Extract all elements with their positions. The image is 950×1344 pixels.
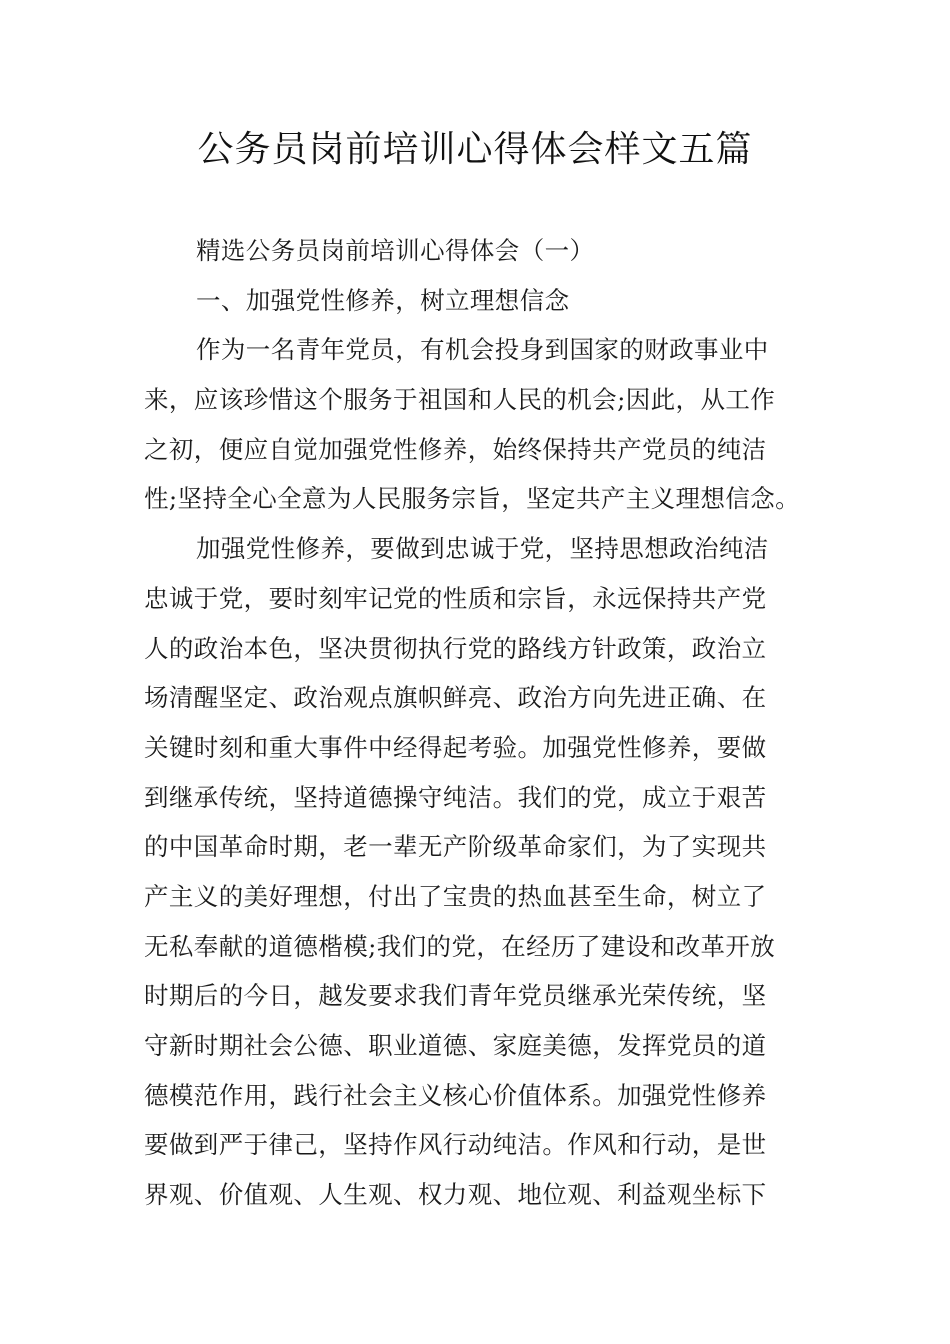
- paragraph-line: 忠诚于党，要时刻牢记党的性质和宗旨，永远保持共产党: [144, 583, 767, 613]
- paragraph-line: 到继承传统，坚持道德操守纯洁。我们的党，成立于艰苦: [144, 782, 767, 812]
- paragraph-line: 守新时期社会公德、职业道德、家庭美德，发挥党员的道: [144, 1031, 767, 1060]
- section-heading: 精选公务员岗前培训心得体会（一）: [196, 236, 595, 265]
- document-body: [144, 226, 806, 1220]
- paragraph-line: 关键时刻和重大事件中经得起考验。加强党性修养，要做: [144, 732, 767, 762]
- subsection-heading: 一、加强党性修养，树立理想信念: [196, 285, 570, 315]
- paragraph-line: 场清醒坚定、政治观点旗帜鲜亮、政治方向先进正确、在: [144, 683, 767, 713]
- paragraph-line: 的中国革命时期，老一辈无产阶级革命家们，为了实现共: [144, 832, 767, 862]
- paragraph-line: 来，应该珍惜这个服务于祖国和人民的机会;因此，从工作: [144, 385, 776, 415]
- paragraph-line: 作为一名青年党员，有机会投身到国家的财政事业中: [196, 335, 769, 365]
- paragraph-line: 性;坚持全心全意为人民服务宗旨，坚定共产主义理想信念。: [144, 484, 801, 514]
- document-title: 公务员岗前培训心得体会样文五篇: [197, 129, 753, 170]
- paragraph-line: 之初，便应自觉加强党性修养，始终保持共产党员的纯洁: [144, 434, 767, 464]
- paragraph-line: 时期后的今日，越发要求我们青年党员继承光荣传统，坚: [144, 981, 767, 1011]
- paragraph-line: 产主义的美好理想，付出了宝贵的热血甚至生命，树立了: [144, 881, 767, 911]
- paragraph-line: 无私奉献的道德楷模;我们的党，在经历了建设和改革开放: [144, 931, 776, 961]
- paragraph-line: 人的政治本色，坚决贯彻执行党的路线方针政策，政治立: [144, 633, 767, 663]
- paragraph-line: 界观、价值观、人生观、权力观、地位观、利益观坐标下: [144, 1180, 767, 1210]
- paragraph-line: 加强党性修养，要做到忠诚于党，坚持思想政治纯洁: [196, 534, 769, 564]
- paragraph-line: 要做到严于律己，坚持作风行动纯洁。作风和行动，是世: [144, 1130, 767, 1160]
- paragraph-line: 德模范作用，践行社会主义核心价值体系。加强党性修养: [144, 1080, 767, 1110]
